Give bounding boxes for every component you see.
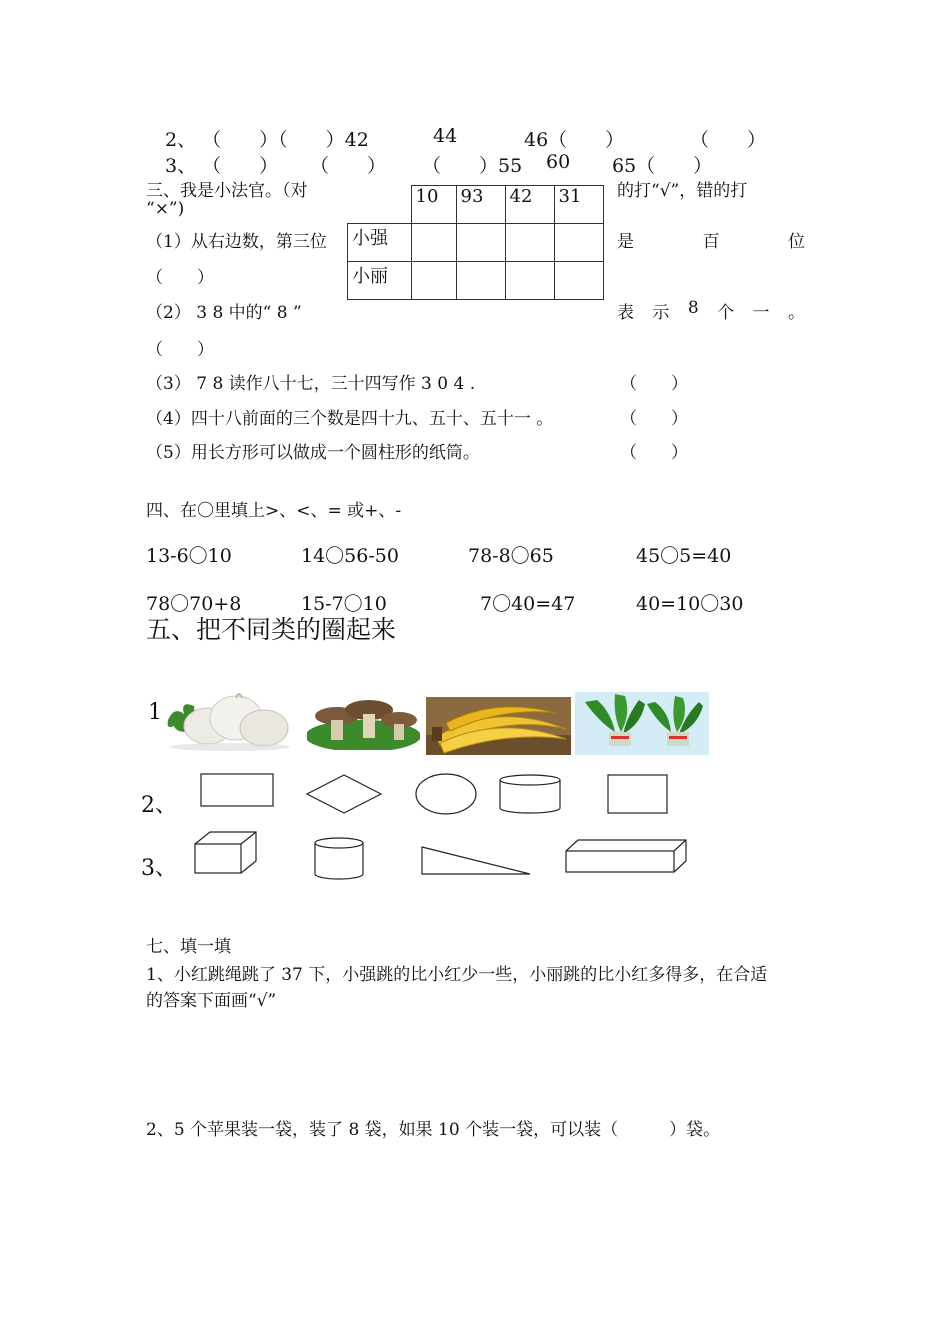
compare-item: 45〇5=40 (636, 545, 732, 567)
judge-q2-right (617, 298, 805, 323)
word: 一 (752, 303, 770, 323)
word: 个 (717, 303, 735, 323)
judge-q3-paren[interactable]: （ ） (620, 374, 688, 394)
compare-title: 四、在〇里填上>、<、= 或+、- (146, 501, 402, 521)
table-row (348, 186, 604, 224)
compare-item: 7〇40=47 (480, 593, 576, 615)
table-cell[interactable] (411, 224, 456, 262)
table-header-cell: 42 (505, 186, 554, 224)
compare-item: 78-8〇65 (468, 545, 554, 567)
judge-q2-left: （2） 3 8 中的“ 8 ” (146, 303, 302, 323)
fill-title: 七、填一填 (146, 937, 231, 957)
seq-row2-d: （ ） (690, 129, 767, 151)
word: 位 (788, 232, 805, 252)
compare-item: 14〇56-50 (301, 545, 399, 567)
compare-item: 13-6〇10 (146, 545, 232, 567)
odd-row1-label: 1 (148, 700, 162, 725)
fill-q1-line1: 1、小红跳绳跳了 37 下，小强跳的比小红少一些，小丽跳的比小红多得多，在合适 (146, 965, 768, 985)
judge-q2-paren[interactable]: （ ） (146, 340, 214, 360)
compare-item: 40=10〇30 (636, 593, 744, 615)
table-header-cell: 10 (411, 186, 456, 224)
seq-row3-d: 60 (546, 151, 571, 173)
table-cell[interactable] (505, 224, 554, 262)
table-cell (348, 186, 412, 224)
ellipse-shape[interactable] (416, 774, 476, 814)
judge-q1-left: （1）从右边数，第三位 (146, 232, 327, 252)
judge-title-left: 三、我是小法官。（对 (146, 181, 308, 201)
cylinder-shape[interactable] (315, 838, 363, 879)
square-shape[interactable] (608, 775, 667, 813)
table-row (348, 262, 604, 300)
table-header-cell: 93 (456, 186, 505, 224)
odd-title: 五、把不同类的圈起来 (146, 615, 397, 644)
table-row-label: 小强 (348, 224, 412, 262)
judge-q1-paren[interactable]: （ ） (146, 268, 214, 288)
odd-row3-label: 3、 (141, 856, 177, 881)
seq-row3-c: （ ）55 (422, 155, 523, 177)
seq-row2-b: 44 (433, 125, 458, 147)
table-row-label: 小丽 (348, 262, 412, 300)
word: 百 (702, 232, 720, 252)
judge-q4-paren[interactable]: （ ） (620, 409, 688, 429)
word: 。 (787, 303, 805, 323)
rhombus-shape[interactable] (307, 775, 381, 813)
word: 表 (617, 303, 634, 323)
odd-row2-label: 2、 (141, 793, 177, 818)
judge-title-cont: “×”) (146, 199, 185, 219)
table-cell[interactable] (554, 224, 603, 262)
judge-q5: （5）用长方形可以做成一个圆柱形的纸筒。 (146, 443, 480, 463)
judge-title-right: 的打“√”，错的打 (617, 181, 748, 201)
score-table (347, 185, 604, 300)
table-row (348, 224, 604, 262)
judge-q5-paren[interactable]: （ ） (620, 443, 688, 463)
cube-shape[interactable] (195, 832, 256, 873)
seq-row3-e: 65（ ） (612, 155, 713, 177)
table-cell[interactable] (456, 262, 505, 300)
fill-q2: 2、5 个苹果装一袋，装了 8 袋，如果 10 个装一袋，可以装（ ）袋。 (146, 1120, 721, 1140)
seq-row3-a: 3、 （ ） (165, 155, 279, 177)
garlic-picture[interactable] (160, 690, 298, 752)
judge-q1-right (617, 227, 805, 252)
spinach-picture[interactable] (575, 692, 709, 755)
word: 示 (652, 303, 670, 323)
judge-q4: （4）四十八前面的三个数是四十九、五十、五十一 。 (146, 409, 554, 429)
triangle-shape[interactable] (422, 847, 530, 874)
cylinder-shape-flat[interactable] (500, 775, 560, 813)
table-header-cell: 31 (554, 186, 603, 224)
seq-row2-a: 2、 （ ）（ ）42 (165, 129, 369, 151)
seq-row3-b: （ ） (310, 155, 387, 177)
table-cell[interactable] (411, 262, 456, 300)
word: 8 (687, 298, 699, 318)
table-cell[interactable] (456, 224, 505, 262)
compare-item: 15-7〇10 (301, 593, 387, 615)
table-cell[interactable] (505, 262, 554, 300)
word: 是 (617, 232, 634, 252)
compare-item: 78〇70+8 (146, 593, 242, 615)
rectangle-shape[interactable] (201, 774, 273, 806)
seq-row2-c: 46（ ） (524, 129, 625, 151)
table-cell[interactable] (554, 262, 603, 300)
cuboid-shape[interactable] (566, 840, 686, 872)
judge-q3: （3） 7 8 读作八十七，三十四写作 3 0 4 . (146, 374, 476, 394)
banana-picture[interactable] (426, 697, 571, 755)
mushroom-picture[interactable] (307, 694, 420, 750)
fill-q1-line2: 的答案下面画“√” (146, 991, 277, 1011)
